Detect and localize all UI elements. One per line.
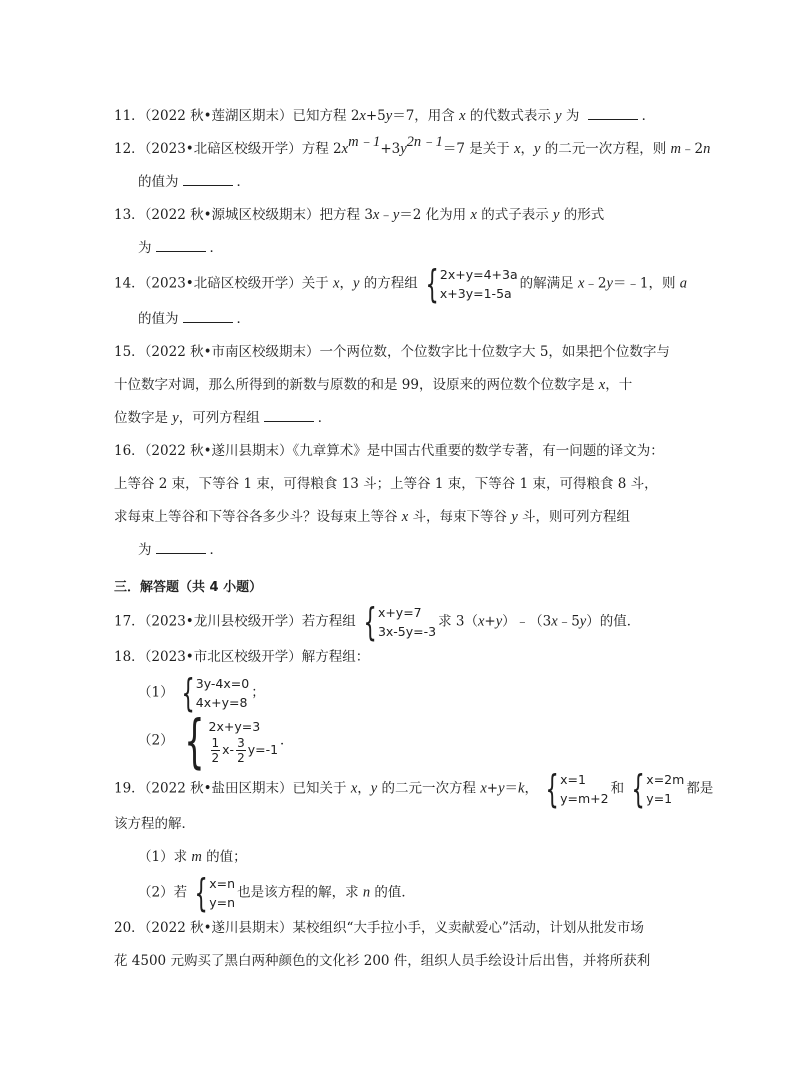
question-19: 19．（2022 秋•盐田区期末）已知关于 x，y 的二元一次方程 x+y＝k， { x=1 y=m+2 和 { x=2m y=1 都是 该方程的解． （1）求 m 的值； （2）若 { x=n y=n 也是该方程的解，求 n 的值． [114, 767, 714, 915]
equation-system: { 2x+y=4+3a x+3y=1-5a [425, 262, 518, 306]
question-17: 17．（2023•龙川县校级开学）若方程组 { x+y=7 3x-5y=-3 求 3（x+y）﹣（3x﹣5y）的值． [114, 600, 641, 644]
question-13: 13．（2022 秋•源城区校级期末）把方程 3x﹣y＝2 化为用 x 的式子表示 y 的形式 为 ． [114, 207, 605, 256]
brace-icon: { [363, 600, 377, 644]
equation-system: { 3y-4x=0 4x+y=8 [181, 671, 250, 715]
fraction: $\frac{3}{2}$ [237, 736, 245, 765]
answer-blank[interactable] [264, 407, 314, 422]
equation-system: { 2x+y=3 $\frac{1}{2}$ x- $\frac{3}{2}$ y=-1 [183, 707, 279, 775]
part-1: （1） { 3y-4x=0 4x+y=8 ； [138, 671, 265, 715]
brace-icon: { [183, 707, 205, 775]
question-11-line: 11．（2022 秋•莲湖区期末）已知方程 2x+5y＝7，用含 x 的代数式表示 y 为 ． [114, 100, 680, 133]
equation-system: { x+y=7 3x-5y=-3 [363, 600, 437, 644]
question-15: 15．（2022 秋•市南区校级期末）一个两位数，个位数字比十位数字大 5，如果把个位数字与 十位数字对调，那么所得到的新数与原数的和是 99，设原来的两位数个位数字是 x，十 位数字是 y，可列方程组 ． [114, 344, 670, 426]
equation-system: { x=n y=n [194, 871, 236, 915]
brace-icon: { [425, 262, 439, 306]
section-heading: 三．解答题（共 4 小题） [114, 580, 263, 595]
answer-blank[interactable] [156, 237, 206, 252]
question-11 [114, 100, 680, 133]
question-12: 12．（2023•北碚区校级开学）方程 $2x^{m﹣1}+3y^{2n﹣1}=7$ 是关于 x，y 的二元一次方程，则 m﹣2n 的值为 ． [114, 134, 711, 190]
part-1: （1）求 m 的值； [138, 849, 247, 865]
brace-icon: { [631, 767, 645, 811]
question-18: 18．（2023•市北区校级开学）解方程组： （1） { 3y-4x=0 4x+y=8 ； （2） { 2x+y=3 $\frac{1}{2}$ x- $\frac{3}{2}$ y=-1 ． [114, 641, 680, 770]
brace-icon: { [181, 671, 195, 715]
question-14: 14．（2023•北碚区校级开学）关于 x，y 的方程组 { 2x+y=4+3a x+3y=1-5a 的解满足 x﹣2y＝﹣1，则 a 的值为 ． [114, 262, 688, 327]
part-2: （2） { 2x+y=3 $\frac{1}{2}$ x- $\frac{3}{2}$ y=-1 ． [138, 707, 294, 775]
part-2: （2）若 { x=n y=n 也是该方程的解，求 n 的值． [138, 871, 415, 915]
question-16: 16．（2022 秋•遂川县期末）《九章算术》是中国古代重要的数学专著，有一问题的译文为： 上等谷 2 束，下等谷 1 束，可得粮食 13 斗；上等谷 1 束，下等谷 1 束，可得粮食 8 斗， 求每束上等谷和下等谷各多少斗？设每束上等谷 x 斗，每束下等谷 y 斗，则可列方程组 为 ． [114, 443, 664, 558]
brace-icon: { [545, 767, 559, 811]
brace-icon: { [194, 871, 208, 915]
fraction: $\frac{1}{2}$ [211, 736, 220, 765]
question-20: 20．（2022 秋•遂川县期末）某校组织“大手拉小手，义卖献爱心”活动，计划从批发市场 花 4500 元购买了黑白两种颜色的文化衫 200 件，组织人员手绘设计后出售，并将所获利 [114, 920, 651, 969]
equation-system: { x=2m y=1 [631, 767, 685, 811]
equation-system: { x=1 y=m+2 [545, 767, 609, 811]
answer-blank[interactable] [183, 308, 233, 323]
answer-blank[interactable] [183, 171, 233, 186]
answer-blank[interactable] [588, 105, 638, 120]
answer-blank[interactable] [156, 539, 206, 554]
